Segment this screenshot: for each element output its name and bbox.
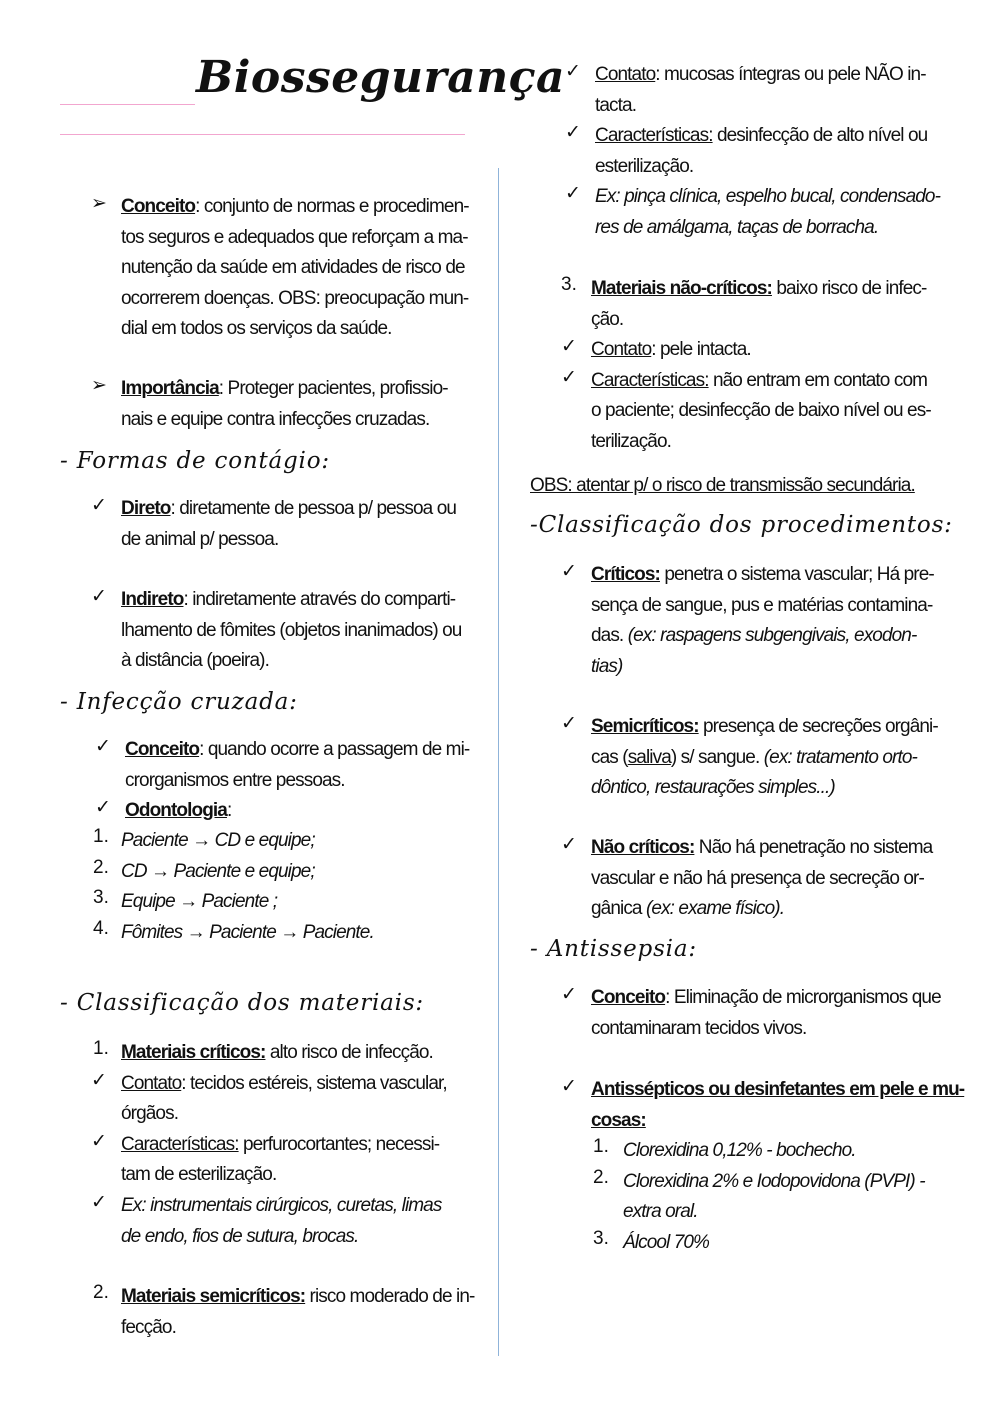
check-bullet: ✓ xyxy=(561,561,577,582)
antissepsia-conceito-label: Conceito xyxy=(591,987,666,1008)
importancia-block xyxy=(91,374,448,435)
semicriticos-text: risco moderado de in- xyxy=(305,1286,475,1307)
caracteristicas-text: esterilização. xyxy=(595,155,694,177)
list-number: 4. xyxy=(93,917,109,939)
proc-criticos-text: das. xyxy=(591,625,628,647)
list-number: 1. xyxy=(593,1136,609,1157)
antissepticos-list xyxy=(593,1136,925,1258)
check-bullet: ✓ xyxy=(561,713,577,734)
conceito-text: dial em todos os serviços da saúde. xyxy=(121,318,392,340)
semicriticos-text: fecção. xyxy=(121,1316,176,1338)
direto-block xyxy=(91,494,457,555)
caracteristicas-text: tam de esterilização. xyxy=(121,1164,277,1186)
antissepticos-heading: cosas: xyxy=(591,1109,646,1131)
nao-criticos-text: ção. xyxy=(591,308,624,330)
criticos-label: Materiais críticos: xyxy=(121,1042,266,1063)
conceito-block xyxy=(91,192,469,345)
list-item: Paciente → CD e equipe; xyxy=(121,830,315,851)
check-bullet: ✓ xyxy=(561,1076,577,1097)
infeccao-conceito-label: Conceito xyxy=(125,739,200,760)
exemplo-text: Ex: instrumentais cirúrgicos, curetas, limas xyxy=(121,1194,442,1216)
antissepsia-conceito-text: : Eliminação de microrganismos que xyxy=(665,987,941,1008)
conceito-text: tos seguros e adequados que reforçam a ma- xyxy=(121,226,468,248)
caracteristicas-label: Características: xyxy=(591,369,709,391)
proc-criticos-example: tias) xyxy=(591,655,623,677)
criticos-text: alto risco de infecção. xyxy=(265,1042,433,1063)
caracteristicas-label: Características: xyxy=(595,125,713,147)
check-bullet: ✓ xyxy=(91,586,107,607)
check-bullet: ✓ xyxy=(91,1069,107,1091)
list-number: 2. xyxy=(593,1166,609,1188)
indireto-text: : indiretamente através do comparti- xyxy=(183,589,456,610)
proc-criticos-block xyxy=(561,560,934,682)
contato-label: Contato xyxy=(591,339,652,361)
antissepticos-heading: Antissépticos ou desinfetantes em pele e mu- xyxy=(591,1079,965,1100)
contato-text: órgãos. xyxy=(121,1103,179,1125)
caracteristicas-text: terilização. xyxy=(591,430,672,452)
exemplo-text: res de amálgama, taças de borracha. xyxy=(595,216,879,238)
list-item: Clorexidina 2% e Iodopovidona (PVPI) - xyxy=(623,1170,925,1192)
infeccao-block xyxy=(95,735,470,827)
caracteristicas-text: desinfecção de alto nível ou xyxy=(712,125,928,147)
caracteristicas-text: não entram em contato com xyxy=(708,369,928,391)
materiais-criticos-block xyxy=(91,1038,447,1252)
conceito-text: nutenção da saúde em atividades de risco de xyxy=(121,257,465,279)
arrow-bullet: ➢ xyxy=(91,193,107,214)
proc-nao-criticos-text: vascular e não há presença de secreção or- xyxy=(591,867,924,889)
formas-heading: - Formas de contágio: xyxy=(60,448,330,474)
conceito-text: : conjunto de normas e procedimen- xyxy=(195,196,469,217)
list-number: 2. xyxy=(93,856,109,878)
arrow-bullet: ➢ xyxy=(91,375,107,396)
indireto-label: Indireto xyxy=(121,589,184,610)
check-bullet: ✓ xyxy=(95,736,111,757)
proc-criticos-example: (ex: raspagens subgengivais, exodon- xyxy=(627,625,917,647)
odontologia-suffix: : xyxy=(226,800,232,822)
check-bullet: ✓ xyxy=(561,366,577,388)
contato-label: Contato xyxy=(595,64,656,85)
materiais-heading: - Classificação dos materiais: xyxy=(60,990,424,1016)
odontologia-label: Odontologia xyxy=(125,800,227,822)
check-bullet: ✓ xyxy=(561,834,577,855)
list-item: CD → Paciente e equipe; xyxy=(121,860,315,882)
list-item: Clorexidina 0,12% - bochecho. xyxy=(623,1140,856,1161)
caracteristicas-label: Características: xyxy=(121,1133,239,1155)
indireto-text: lhamento de fômites (objetos inanimados) ou xyxy=(121,619,462,641)
list-item: extra oral. xyxy=(623,1201,698,1223)
caracteristicas-text: o paciente; desinfecção de baixo nível ou es- xyxy=(591,400,931,422)
proc-nao-criticos-label: Não críticos: xyxy=(591,837,695,858)
caracteristicas-text: perfurocortantes; necessi- xyxy=(238,1133,440,1155)
importancia-text: nais e equipe contra infecções cruzadas. xyxy=(121,408,430,430)
proc-semicriticos-text: presença de secreções orgâni- xyxy=(698,716,938,737)
importancia-label: Importância xyxy=(121,378,219,399)
check-bullet: ✓ xyxy=(565,122,581,144)
list-number: 1. xyxy=(93,1038,109,1059)
obs-note: OBS: atentar p/ o risco de transmissão secundária. xyxy=(530,475,915,496)
nao-criticos-text: baixo risco de infec- xyxy=(771,278,927,299)
contato-text: : pele intacta. xyxy=(651,339,751,361)
direto-text: : diretamente de pessoa p/ pessoa ou xyxy=(170,498,457,519)
antissepsia-conceito-block xyxy=(561,983,941,1044)
semicriticos-label: Materiais semicríticos: xyxy=(121,1286,306,1307)
contato-text: : mucosas íntegras ou pele NÃO in- xyxy=(655,64,926,85)
proc-semicriticos-example: dôntico, restaurações simples...) xyxy=(591,777,835,799)
proc-semicriticos-text: cas ( xyxy=(591,746,628,768)
list-number: 3. xyxy=(561,274,577,295)
exemplo-text: Ex: pinça clínica, espelho bucal, condensado- xyxy=(595,186,941,208)
proc-semicriticos-text: ) s/ sangue. xyxy=(670,746,764,768)
proc-semicriticos-example: (ex: tratamento orto- xyxy=(763,746,917,768)
list-number: 1. xyxy=(93,826,109,847)
nao-criticos-label: Materiais não-críticos: xyxy=(591,278,772,299)
contato-text: tacta. xyxy=(595,94,637,116)
contato-label: Contato xyxy=(121,1072,182,1094)
check-bullet: ✓ xyxy=(95,797,111,819)
contato-text: : tecidos estéreis, sistema vascular, xyxy=(181,1072,447,1094)
check-bullet: ✓ xyxy=(91,1192,107,1213)
direto-label: Direto xyxy=(121,498,171,519)
proc-criticos-text: penetra o sistema vascular; Há pre- xyxy=(659,564,934,585)
proc-nao-criticos-text: gânica xyxy=(591,898,646,920)
antissepsia-heading: - Antissepsia: xyxy=(530,936,697,962)
antissepticos-block xyxy=(561,1075,965,1136)
antissepsia-conceito-text: contaminaram tecidos vivos. xyxy=(591,1017,807,1039)
proc-criticos-label: Críticos: xyxy=(591,564,660,585)
list-number: 3. xyxy=(593,1227,609,1249)
conceito-text: ocorrerem doenças. OBS: preocupação mun- xyxy=(121,287,469,309)
title-rule-long xyxy=(60,134,465,135)
list-number: 3. xyxy=(93,887,109,909)
check-bullet: ✓ xyxy=(561,984,577,1005)
direto-text: de animal p/ pessoa. xyxy=(121,528,279,550)
importancia-text: : Proteger pacientes, profissio- xyxy=(218,378,448,399)
list-item: Álcool 70% xyxy=(623,1231,710,1253)
infeccao-heading: - Infecção cruzada: xyxy=(60,689,298,715)
proc-nao-criticos-block xyxy=(561,833,933,925)
proc-semicriticos-label: Semicríticos: xyxy=(591,716,699,737)
check-bullet: ✓ xyxy=(91,1130,107,1152)
conceito-label: Conceito xyxy=(121,196,196,217)
procedimentos-heading: -Classificação dos procedimentos: xyxy=(530,512,953,538)
infeccao-conceito-text: : quando ocorre a passagem de mi- xyxy=(199,739,470,760)
title-rule-short xyxy=(60,104,195,105)
semicriticos-details-block xyxy=(565,60,941,244)
proc-semicriticos-block xyxy=(561,712,938,804)
list-number: 2. xyxy=(93,1282,109,1303)
check-bullet: ✓ xyxy=(561,336,577,358)
materiais-semicriticos-block xyxy=(93,1282,475,1343)
list-item: Equipe → Paciente ; xyxy=(121,891,278,913)
transmissao-list xyxy=(93,826,374,948)
saliva-text: saliva xyxy=(627,746,671,768)
indireto-text: à distância (poeira). xyxy=(121,650,269,672)
exemplo-text: de endo, fios de sutura, brocas. xyxy=(121,1225,359,1247)
proc-nao-criticos-example: (ex: exame físico). xyxy=(645,898,785,920)
check-bullet: ✓ xyxy=(565,183,581,205)
materiais-nao-criticos-block xyxy=(561,274,931,458)
page-title: Biossegurança xyxy=(196,52,566,103)
proc-criticos-text: sença de sangue, pus e matérias contamina- xyxy=(591,594,933,616)
check-bullet: ✓ xyxy=(565,61,581,82)
column-divider xyxy=(498,168,499,1356)
indireto-block xyxy=(91,585,462,677)
infeccao-conceito-text: crorganismos entre pessoas. xyxy=(125,769,345,791)
proc-nao-criticos-text: Não há penetração no sistema xyxy=(694,837,933,858)
list-item: Fômites → Paciente → Paciente. xyxy=(121,921,374,943)
check-bullet: ✓ xyxy=(91,495,107,516)
